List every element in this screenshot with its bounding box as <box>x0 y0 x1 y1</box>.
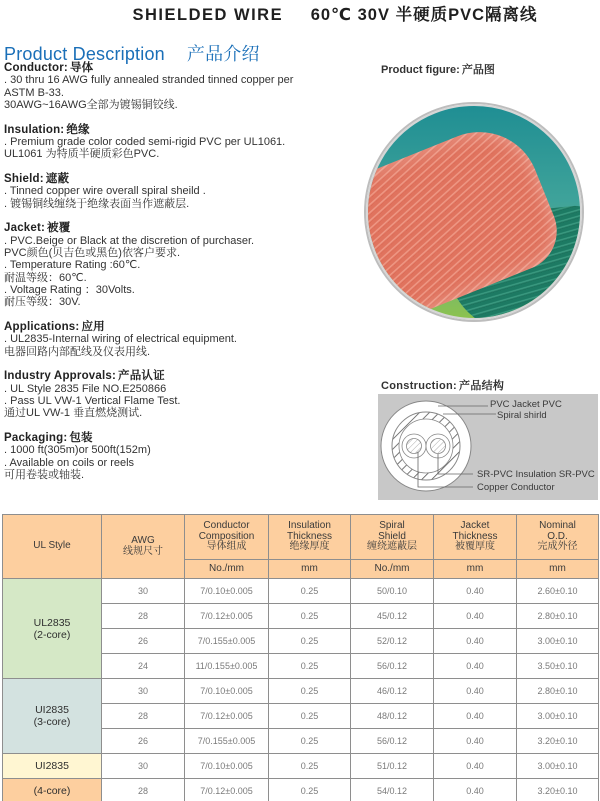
cell-conductor: 7/0.10±0.005 <box>185 579 269 604</box>
cell-awg: 30 <box>102 679 185 704</box>
product-figure-image <box>366 104 582 320</box>
header-text-zh: 缠绕遮蔽层 <box>367 541 417 553</box>
table-row <box>3 754 599 779</box>
cell-od: 3.00±0.10 <box>517 704 599 729</box>
insulation-block <box>4 124 344 161</box>
applications-block <box>4 321 344 358</box>
label-zh: 产品认证 <box>118 370 165 383</box>
description-body <box>4 62 344 494</box>
text-line: . 1000 ft(305m)or 500ft(152m) <box>4 444 151 457</box>
label-zh: 应用 <box>81 321 105 334</box>
cell-shield: 48/0.12 <box>351 704 434 729</box>
text-line: PVC颜色(贝吉色或黑色)依客户要求. <box>4 247 180 260</box>
cell-insulation: 0.25 <box>269 629 351 654</box>
cell-awg: 24 <box>102 654 185 679</box>
text-line: 电器回路内部配线及仪表用线. <box>4 345 151 358</box>
cell-jacket: 0.40 <box>434 579 517 604</box>
ul-style-2-core <box>3 579 102 679</box>
text-line: . Pass UL VW-1 Vertical Flame Test. <box>4 395 181 408</box>
conductor-callout: Copper Conductor <box>477 482 555 493</box>
label-en: Industry Approvals: <box>4 370 116 383</box>
cell-shield: 51/0.12 <box>351 754 434 779</box>
cell-conductor: 7/0.155±0.005 <box>185 629 269 654</box>
header-text: O.D. <box>547 530 568 542</box>
block-label <box>4 173 344 185</box>
cell-conductor: 7/0.155±0.005 <box>185 729 269 754</box>
header-awg <box>102 515 185 579</box>
jacket-callout: PVC Jacket PVC <box>490 399 562 410</box>
header-ul-style <box>3 515 102 579</box>
cell-insulation: 0.25 <box>269 579 351 604</box>
header-nominal-od <box>517 515 599 560</box>
cell-awg: 30 <box>102 754 185 779</box>
text-line: . 30 thru 16 AWG fully annealed stranded tinned copper per <box>4 74 294 87</box>
ul-style-4-core-label: (4-core) <box>3 779 102 801</box>
cell-insulation: 0.25 <box>269 654 351 679</box>
block-label <box>4 124 344 136</box>
cell-od: 3.00±0.10 <box>517 754 599 779</box>
jacket-block <box>4 222 344 308</box>
text-line: . 镀锡铜线缠绕于绝缘表面当作遮蔽层. <box>4 197 190 210</box>
cell-od: 2.60±0.10 <box>517 579 599 604</box>
cell-od: 2.80±0.10 <box>517 679 599 704</box>
header-text: Thickness <box>452 530 498 542</box>
header-text-zh: 线规尺寸 <box>123 545 163 557</box>
cell-insulation: 0.25 <box>269 754 351 779</box>
label-zh: 包装 <box>69 432 93 445</box>
cell-conductor: 11/0.155±0.005 <box>185 654 269 679</box>
cell-insulation: 0.25 <box>269 604 351 629</box>
cell-jacket: 0.40 <box>434 704 517 729</box>
block-label <box>4 432 344 444</box>
block-label <box>4 62 344 74</box>
title-english: SHIELDED WIRE <box>132 6 284 24</box>
unit-conductor: No./mm <box>185 560 269 579</box>
header-conductor <box>185 515 269 560</box>
unit-od: mm <box>517 560 599 579</box>
cell-insulation: 0.25 <box>269 679 351 704</box>
title-spec: 60℃ 30V <box>310 6 390 24</box>
label-zh: 产品图 <box>461 64 495 76</box>
label-en: Packaging: <box>4 432 68 445</box>
title-chinese: 半硬质PVC隔离线 <box>395 6 538 24</box>
text-line: . PVC.Beige or Black at the discretion of purchaser. <box>4 234 255 247</box>
cell-shield: 56/0.12 <box>351 654 434 679</box>
cell-conductor: 7/0.12±0.005 <box>185 604 269 629</box>
heading-english: Product Description <box>4 44 165 64</box>
text-line: . UL Style 2835 File NO.E250866 <box>4 382 167 395</box>
unit-shield: No./mm <box>351 560 434 579</box>
text-line: . Available on coils or reels <box>4 456 135 469</box>
text-line: . Temperature Rating :60℃. <box>4 259 141 272</box>
cell-jacket: 0.40 <box>434 604 517 629</box>
cell-conductor: 7/0.12±0.005 <box>185 779 269 801</box>
header-text: UL Style <box>33 540 71 552</box>
text-line: 耐压等级：30V. <box>4 296 81 309</box>
cell-shield: 46/0.12 <box>351 679 434 704</box>
cell-awg: 26 <box>102 629 185 654</box>
label-zh: 导体 <box>69 62 94 74</box>
cell-awg: 28 <box>102 779 185 801</box>
header-text: Insulation <box>288 520 331 532</box>
block-label <box>4 370 344 382</box>
cell-conductor: 7/0.10±0.005 <box>185 679 269 704</box>
style-text: (2-core) <box>33 628 71 641</box>
cell-jacket: 0.40 <box>434 654 517 679</box>
cell-insulation: 0.25 <box>269 779 351 801</box>
table-row <box>3 679 599 704</box>
heading-chinese: 产品介绍 <box>186 44 260 64</box>
cell-conductor: 7/0.10±0.005 <box>185 754 269 779</box>
cell-od: 3.20±0.10 <box>517 779 599 801</box>
cell-jacket: 0.40 <box>434 754 517 779</box>
header-spiral-shield <box>351 515 434 560</box>
label-en: Conductor: <box>4 62 68 74</box>
text-line: . UL2835-Internal wiring of electrical equipment. <box>4 333 237 346</box>
cell-jacket: 0.40 <box>434 779 517 801</box>
packaging-block <box>4 432 344 481</box>
label-en: Shield: <box>4 173 44 186</box>
cell-insulation: 0.25 <box>269 729 351 754</box>
label-en: Insulation: <box>4 123 65 136</box>
cell-awg: 30 <box>102 579 185 604</box>
header-text-zh: 导体组成 <box>206 541 247 553</box>
shield-block <box>4 173 344 210</box>
header-text-zh: 完成外径 <box>537 541 578 553</box>
cell-shield: 52/0.12 <box>351 629 434 654</box>
style-text: (3-core) <box>33 716 71 728</box>
header-text: Spiral <box>379 520 405 532</box>
header-text: Jacket <box>460 520 490 532</box>
unit-jacket: mm <box>434 560 517 579</box>
cell-jacket: 0.40 <box>434 729 517 754</box>
text-line: 耐温等级：60℃. <box>4 271 87 284</box>
text-line: UL1061 为特质半硬质彩色PVC. <box>4 148 160 161</box>
cell-conductor: 7/0.12±0.005 <box>185 704 269 729</box>
label-zh: 遮蔽 <box>45 173 70 186</box>
text-line: 30AWG~16AWG全部为镀锡铜铰线. <box>4 98 178 111</box>
text-line: . Tinned copper wire overall spiral sheild . <box>4 185 206 198</box>
cell-jacket: 0.40 <box>434 679 517 704</box>
header-text: Composition <box>198 530 255 542</box>
header-text-zh: 被覆厚度 <box>455 541 495 553</box>
product-figure-label <box>381 61 495 77</box>
cell-shield: 45/0.12 <box>351 604 434 629</box>
cell-jacket: 0.40 <box>434 629 517 654</box>
text-line: 可用卷装或轴装. <box>4 469 85 482</box>
ul-style-3-core <box>3 679 102 754</box>
text-line: ASTM B-33. <box>4 86 64 99</box>
insulation-callout: SR-PVC Insulation SR-PVC <box>477 469 595 480</box>
cell-awg: 26 <box>102 729 185 754</box>
cell-od: 3.00±0.10 <box>517 629 599 654</box>
header-text: AWG <box>131 535 155 546</box>
label-en: Construction: <box>381 380 458 392</box>
label-zh: 被覆 <box>47 222 71 235</box>
header-text: Thickness <box>286 530 332 542</box>
ul-style-4-core-name: UI2835 <box>3 754 102 779</box>
cell-awg: 28 <box>102 604 185 629</box>
text-line: . Voltage Rating ：30Volts. <box>4 283 135 296</box>
style-text: UI2835 <box>35 704 69 716</box>
cell-od: 2.80±0.10 <box>517 604 599 629</box>
shield-callout: Spiral shirld <box>497 410 547 421</box>
page-title <box>0 1 600 25</box>
label-zh: 绝缘 <box>66 123 90 136</box>
header-text: Shield <box>378 530 406 542</box>
header-insulation <box>269 515 351 560</box>
approvals-block <box>4 370 344 419</box>
header-text-zh: 绝缘厚度 <box>289 541 330 553</box>
cell-shield: 50/0.10 <box>351 579 434 604</box>
cell-shield: 54/0.12 <box>351 779 434 801</box>
cell-shield: 56/0.12 <box>351 729 434 754</box>
label-en: Applications: <box>4 321 80 334</box>
label-en: Jacket: <box>4 222 46 235</box>
block-label <box>4 321 344 333</box>
header-jacket <box>434 515 517 560</box>
construction-diagram <box>378 394 598 500</box>
header-text: Nominal <box>539 520 576 532</box>
style-text: UL2835 <box>33 616 71 629</box>
table-row <box>3 779 599 801</box>
construction-label <box>381 377 504 393</box>
cell-od: 3.50±0.10 <box>517 654 599 679</box>
text-line: 通过UL VW-1 垂直燃烧测试. <box>4 407 143 420</box>
cell-insulation: 0.25 <box>269 704 351 729</box>
label-zh: 产品结构 <box>459 380 505 392</box>
unit-insulation: mm <box>269 560 351 579</box>
table-row <box>3 579 599 604</box>
cell-od: 3.20±0.10 <box>517 729 599 754</box>
header-text: Conductor <box>203 520 250 532</box>
cell-awg: 28 <box>102 704 185 729</box>
text-line: . Premium grade color coded semi-rigid PVC per UL1061. <box>4 135 286 148</box>
block-label <box>4 222 344 234</box>
label-en: Product figure: <box>381 64 460 76</box>
specification-table <box>2 514 599 801</box>
conductor-block <box>4 62 344 111</box>
